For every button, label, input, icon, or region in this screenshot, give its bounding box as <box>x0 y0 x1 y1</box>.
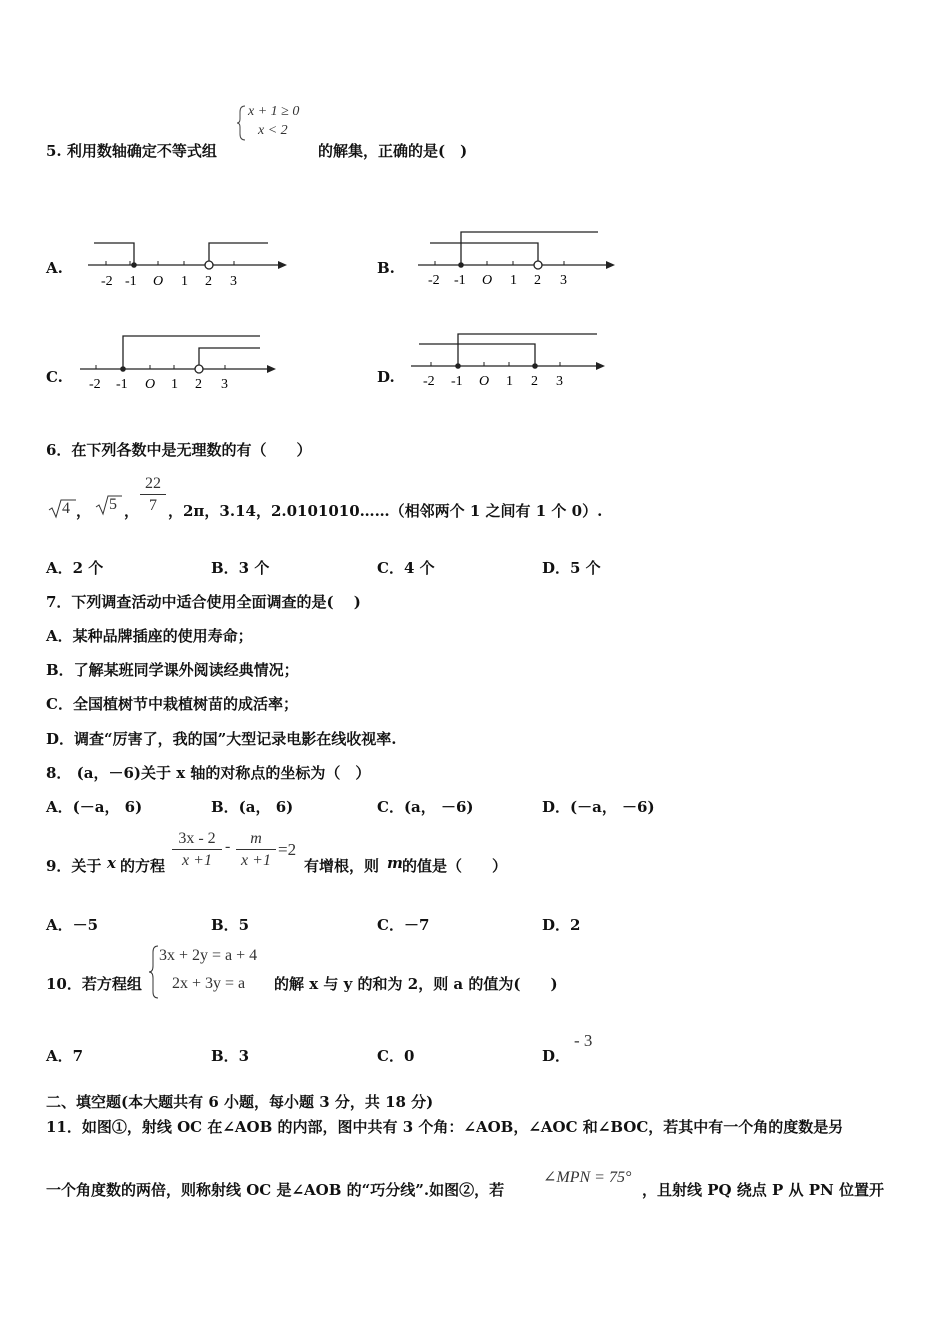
q9-f1-den: x +1 <box>182 852 212 869</box>
q9-mid: 的方程 <box>120 857 166 875</box>
q10-option-b: B．3 <box>211 1047 250 1065</box>
q9-option-d: D．2 <box>542 916 581 934</box>
q6-sqrt5: 5 <box>109 496 117 513</box>
q6-fraction <box>140 474 166 517</box>
q8-option-a: A．(－a， 6) <box>46 798 143 816</box>
numberline-a <box>80 234 295 294</box>
q7-option-d: D．调查“厉害了，我的国”大型记录电影在线收视率. <box>46 730 397 748</box>
tick-c-1: -1 <box>116 377 128 392</box>
q10-suffix: 的解 x 与 y 的和为 2，则 a 的值为( ) <box>274 975 558 993</box>
q11-angle-expr: ∠MPN = 75° <box>543 1169 632 1186</box>
q7-option-a: A．某种品牌插座的使用寿命； <box>46 627 253 645</box>
q9-option-c: C．－7 <box>377 916 430 934</box>
q9-var-x: x <box>107 854 116 872</box>
tick-c-3: 1 <box>171 377 178 392</box>
q5-text-after: 的解集，正确的是( ) <box>318 142 468 160</box>
tick-c-0: -2 <box>89 377 101 392</box>
tick-d-3: 1 <box>506 374 513 389</box>
tick-a-4: 2 <box>205 274 212 289</box>
tick-b-4: 2 <box>534 273 541 288</box>
tick-b-0: -2 <box>428 273 440 288</box>
q5-inequality-system <box>236 104 316 144</box>
q5-option-c-label: C. <box>46 368 63 386</box>
q6-comma-2: ， <box>124 502 140 520</box>
q8-option-d: D．(－a， －6) <box>542 798 655 816</box>
q6-rest: ，2π，3.14，2.0101010……（相邻两个 1 之间有 1 个 0）. <box>168 502 603 520</box>
q6-option-d: D．5 个 <box>542 559 601 577</box>
q9-fraction-2 <box>236 828 276 872</box>
section2-title: 二、填空题(本大题共有 6 小题，每小题 3 分，共 18 分) <box>46 1093 434 1111</box>
q7-option-b: B．了解某班同学课外阅读经典情况； <box>46 661 299 679</box>
q10-option-a: A．7 <box>46 1047 84 1065</box>
q9-minus: - <box>225 838 231 855</box>
q6-frac-num: 22 <box>140 474 166 495</box>
q9-stem <box>46 828 926 878</box>
q9-suffix1: 有增根，则 <box>304 857 380 875</box>
tick-d-4: 2 <box>531 374 538 389</box>
q6-option-a: A．2 个 <box>46 559 104 577</box>
q11-line1: 11．如图①，射线 OC 在∠AOB 的内部，图中共有 3 个角：∠AOB，∠AOC 和∠BOC，若其中有一个角的度数是另 <box>46 1118 844 1136</box>
q10-option-d-value: - 3 <box>574 1031 593 1050</box>
q6-frac-den: 7 <box>149 497 157 514</box>
q6-comma-1: ， <box>76 502 92 520</box>
tick-c-2: O <box>145 377 156 392</box>
q10-prefix: 10．若方程组 <box>46 975 142 993</box>
q5-number: 5. <box>46 142 62 160</box>
q9-suffix2: 的值是（ ） <box>402 857 508 875</box>
q8-option-c: C．(a， －6) <box>377 798 474 816</box>
q7-title: 7．下列调查活动中适合使用全面调查的是( ) <box>46 593 361 611</box>
tick-c-4: 2 <box>195 377 202 392</box>
q9-var-m: m <box>387 854 403 872</box>
numberline-d <box>405 328 620 394</box>
q9-option-a: A．－5 <box>46 916 99 934</box>
q5-option-c-numberline <box>74 330 289 400</box>
tick-d-1: -1 <box>451 374 463 389</box>
q6-sqrt4: 4 <box>62 500 70 517</box>
tick-b-5: 3 <box>560 273 567 288</box>
q5-option-d-numberline <box>405 328 620 398</box>
q5-sys-line1: x + 1 ≥ 0 <box>248 104 300 119</box>
q6-option-c: C．4 个 <box>377 559 435 577</box>
numberline-b <box>410 226 625 292</box>
tick-b-3: 1 <box>510 273 517 288</box>
q9-f2-den: x +1 <box>241 852 271 869</box>
q9-eq: =2 <box>278 840 297 859</box>
q6-option-b: B．3 个 <box>211 559 270 577</box>
q7-option-c: C．全国植树节中栽植树苗的成活率； <box>46 695 298 713</box>
q5-sys-line2: x < 2 <box>258 123 288 138</box>
q5-option-b-label: B. <box>377 259 395 277</box>
q9-fraction-1 <box>172 828 222 872</box>
q8-title: 8． (a，－6)关于 x 轴的对称点的坐标为（ ） <box>46 764 371 782</box>
q6-title: 6．在下列各数中是无理数的有（ ） <box>46 441 312 459</box>
q9-option-b: B．5 <box>211 916 250 934</box>
tick-d-0: -2 <box>423 374 435 389</box>
q10-equation-system <box>148 944 273 1000</box>
q10-option-d: D． <box>542 1047 571 1065</box>
tick-d-2: O <box>479 374 490 389</box>
q5-option-a-label: A. <box>46 259 63 277</box>
q10-eq1: 3x + 2y = a + 4 <box>159 947 258 964</box>
tick-a-5: 3 <box>230 274 237 289</box>
tick-a-1: -1 <box>125 274 137 289</box>
q5-text-before: 利用数轴确定不等式组 <box>66 142 217 160</box>
q8-option-b: B．(a， 6) <box>211 798 294 816</box>
tick-a-3: 1 <box>181 274 188 289</box>
q9-prefix: 9．关于 <box>46 857 102 875</box>
q5-stem <box>46 140 217 161</box>
tick-a-2: O <box>153 274 164 289</box>
q5-option-b-numberline <box>410 226 625 296</box>
q6-numbers <box>46 474 926 524</box>
q11-line2-a: 一个角度数的两倍，则称射线 OC 是∠AOB 的“巧分线”.如图②，若 <box>46 1181 505 1199</box>
q9-f2-num: m <box>236 828 276 850</box>
tick-b-1: -1 <box>454 273 466 288</box>
q9-f1-num: 3x - 2 <box>172 828 222 850</box>
q10-eq2: 2x + 3y = a <box>172 975 246 992</box>
q5-option-a-numberline <box>80 234 295 298</box>
numberline-c <box>74 330 289 396</box>
tick-b-2: O <box>482 273 493 288</box>
tick-c-5: 3 <box>221 377 228 392</box>
q11-line2-b: ，且射线 PQ 绕点 P 从 PN 位置开 <box>642 1181 884 1199</box>
tick-a-0: -2 <box>101 274 113 289</box>
q5-option-d-label: D. <box>377 368 395 386</box>
tick-d-5: 3 <box>556 374 563 389</box>
q10-option-c: C．0 <box>377 1047 415 1065</box>
